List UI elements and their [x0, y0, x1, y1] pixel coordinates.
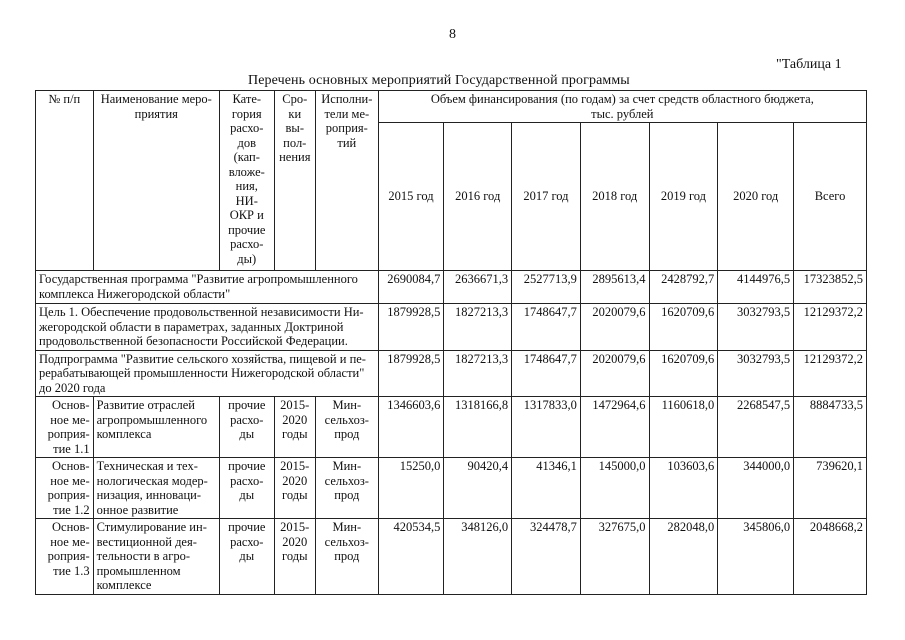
funding-value: 739620,1	[794, 458, 867, 519]
activity-term: 2015- 2020 годы	[274, 519, 315, 595]
funding-value: 324478,7	[512, 519, 581, 595]
funding-value: 1620709,6	[649, 350, 718, 397]
funding-value: 282048,0	[649, 519, 718, 595]
funding-value: 2020079,6	[580, 350, 649, 397]
col-header-funding: Объем финансирования (по годам) за счет средств областного бюджета, тыс. рублей	[378, 91, 866, 123]
activity-executor: Мин- сельхоз- прод	[315, 397, 378, 458]
funding-value: 2048668,2	[794, 519, 867, 595]
funding-value: 2428792,7	[649, 271, 718, 304]
activity-category: прочие расхо- ды	[219, 397, 274, 458]
funding-value: 8884733,5	[794, 397, 867, 458]
col-header-name: Наименование меро- приятия	[93, 91, 219, 271]
activity-row	[36, 519, 867, 595]
activity-category: прочие расхо- ды	[219, 458, 274, 519]
funding-value: 2268547,5	[718, 397, 794, 458]
program-row	[36, 271, 867, 304]
activity-row	[36, 458, 867, 519]
funding-value: 1346603,6	[378, 397, 444, 458]
page-number: 8	[449, 27, 456, 42]
funding-value: 4144976,5	[718, 271, 794, 304]
funding-value: 420534,5	[378, 519, 444, 595]
funding-value: 1620709,6	[649, 304, 718, 351]
col-header-term: Сро- ки вы- пол- нения	[274, 91, 315, 271]
funding-value: 1827213,3	[444, 304, 512, 351]
activity-number: Основ- ное ме- роприя- тие 1.2	[36, 458, 94, 519]
activity-term: 2015- 2020 годы	[274, 397, 315, 458]
funding-value: 2636671,3	[444, 271, 512, 304]
col-header-executors: Исполни- тели ме- роприя- тий	[315, 91, 378, 271]
activity-number: Основ- ное ме- роприя- тие 1.3	[36, 519, 94, 595]
funding-value: 90420,4	[444, 458, 512, 519]
activity-category: прочие расхо- ды	[219, 519, 274, 595]
col-header-year: 2019 год	[649, 123, 718, 271]
col-header-category: Кате- гория расхо- дов (кап- вложе- ния, НИ- ОКР и прочие расхо- ды)	[219, 91, 274, 271]
funding-value: 15250,0	[378, 458, 444, 519]
funding-value: 1748647,7	[512, 304, 581, 351]
funding-value: 1879928,5	[378, 304, 444, 351]
funding-value: 345806,0	[718, 519, 794, 595]
program-name: Цель 1. Обеспечение продовольственной независимости Ни- жегородской области в параметрах, заданных Доктриной продовольственной безопасности Российской Федерации.	[36, 304, 379, 351]
table-title: Перечень основных мероприятий Государственной программы	[248, 73, 630, 88]
funding-value: 344000,0	[718, 458, 794, 519]
activity-term: 2015- 2020 годы	[274, 458, 315, 519]
col-header-year: 2016 год	[444, 123, 512, 271]
activity-executor: Мин- сельхоз- прод	[315, 458, 378, 519]
funding-value: 145000,0	[580, 458, 649, 519]
funding-value: 1318166,8	[444, 397, 512, 458]
funding-value: 12129372,2	[794, 350, 867, 397]
activity-row	[36, 397, 867, 458]
funding-value: 2527713,9	[512, 271, 581, 304]
funding-value: 1879928,5	[378, 350, 444, 397]
program-row	[36, 304, 867, 351]
funding-value: 1748647,7	[512, 350, 581, 397]
funding-value: 348126,0	[444, 519, 512, 595]
funding-value: 327675,0	[580, 519, 649, 595]
funding-value: 17323852,5	[794, 271, 867, 304]
activity-name: Техническая и тех- нологическая модер- низация, инноваци- онное развитие	[93, 458, 219, 519]
funding-value: 3032793,5	[718, 350, 794, 397]
col-header-year: Всего	[794, 123, 867, 271]
col-header-year: 2017 год	[512, 123, 581, 271]
col-header-year: 2018 год	[580, 123, 649, 271]
activity-name: Развитие отраслей агропромышленного комплекса	[93, 397, 219, 458]
col-header-year: 2015 год	[378, 123, 444, 271]
funding-value: 1317833,0	[512, 397, 581, 458]
funding-value: 41346,1	[512, 458, 581, 519]
funding-value: 3032793,5	[718, 304, 794, 351]
funding-value: 2690084,7	[378, 271, 444, 304]
funding-value: 1827213,3	[444, 350, 512, 397]
funding-value: 1160618,0	[649, 397, 718, 458]
program-row	[36, 350, 867, 397]
funding-value: 1472964,6	[580, 397, 649, 458]
program-name: Государственная программа "Развитие агропромышленного комплекса Нижегородской области"	[36, 271, 379, 304]
activity-executor: Мин- сельхоз- прод	[315, 519, 378, 595]
funding-value: 103603,6	[649, 458, 718, 519]
header-row-top	[36, 91, 867, 123]
funding-table	[35, 90, 867, 595]
funding-value: 2895613,4	[580, 271, 649, 304]
funding-value: 12129372,2	[794, 304, 867, 351]
program-name: Подпрограмма "Развитие сельского хозяйства, пищевой и пе- рерабатывающей промышленности Нижегородской области" до 2020 года	[36, 350, 379, 397]
activity-name: Стимулирование ин- вестиционной дея- тельности в агро- промышленном комплексе	[93, 519, 219, 595]
col-header-num: № п/п	[36, 91, 94, 271]
table-label: "Таблица 1	[776, 57, 842, 72]
funding-value: 2020079,6	[580, 304, 649, 351]
activity-number: Основ- ное ме- роприя- тие 1.1	[36, 397, 94, 458]
col-header-year: 2020 год	[718, 123, 794, 271]
